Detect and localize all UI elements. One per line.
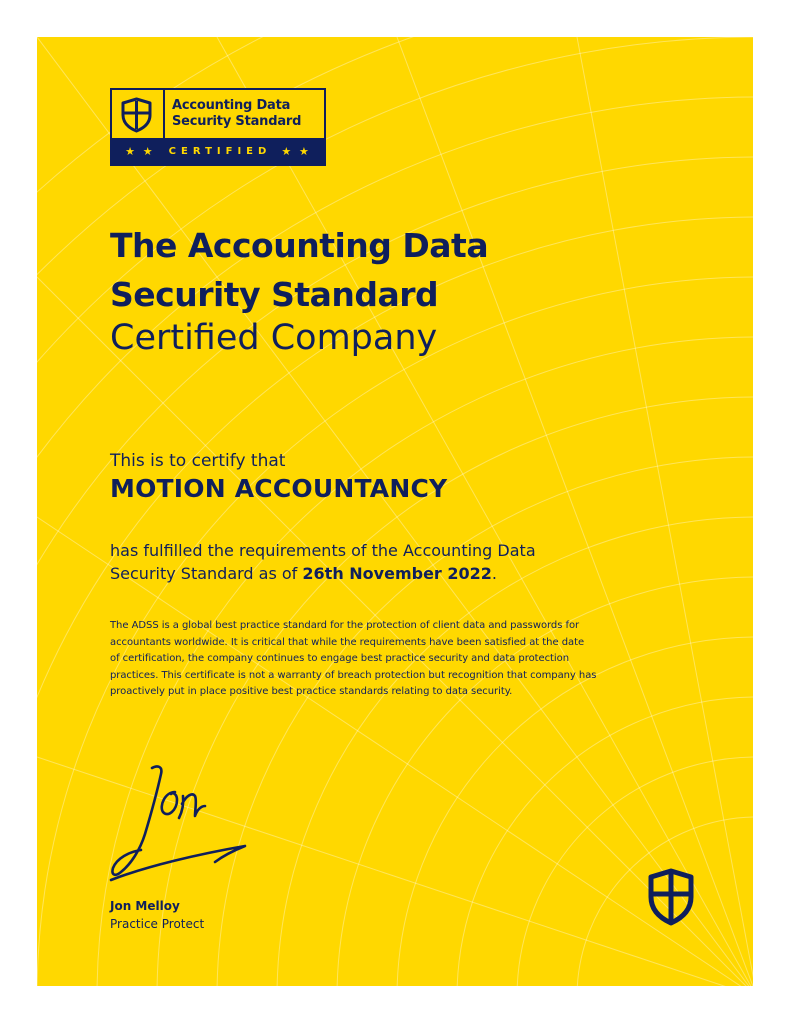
shield-icon <box>646 867 696 927</box>
stars-right: ★ ★ <box>281 144 311 158</box>
certification-date: 26th November 2022 <box>302 564 492 583</box>
title-line2: Security Standard <box>110 275 439 314</box>
badge-header <box>112 90 324 140</box>
fulfilled-suffix: . <box>491 564 498 583</box>
certify-intro: This is to certify that <box>110 451 286 471</box>
badge-certified-bar <box>112 138 324 164</box>
badge-title-line1: Accounting Data <box>172 98 291 113</box>
disclaimer-line: proactively put in place positive best practice standards relating to data security. <box>110 686 513 697</box>
stars-left: ★ ★ <box>125 144 155 158</box>
badge-divider <box>163 90 165 140</box>
disclaimer-paragraph <box>110 618 690 701</box>
signer-name: Jon Melloy <box>110 899 180 913</box>
disclaimer-line: practices. This certificate is not a warranty of breach protection but recognition that company has <box>110 669 597 681</box>
certificate-title <box>110 221 488 319</box>
certificate <box>37 37 753 986</box>
badge-title-line2: Security Standard <box>172 114 302 129</box>
fulfilled-prefix: Security Standard as of <box>110 564 303 583</box>
title-line1: The Accounting Data <box>110 226 489 265</box>
company-name: MOTION ACCOUNTANCY <box>110 474 448 503</box>
signer-organization: Practice Protect <box>110 917 205 931</box>
certificate-subtitle: Certified Company <box>110 318 438 358</box>
certification-badge <box>110 88 326 166</box>
disclaimer-line: of certification, the company continues to engage best practice security and data protection <box>110 653 570 664</box>
fulfilled-line2 <box>110 562 536 585</box>
disclaimer-line: The ADSS is a global best practice standard for the protection of client data and passwords for <box>110 620 580 631</box>
fulfilled-statement <box>110 539 536 585</box>
badge-title <box>172 98 301 130</box>
signature-image <box>107 762 257 887</box>
fulfilled-line1: has fulfilled the requirements of the Accounting Data <box>110 541 536 560</box>
disclaimer-line: accountants worldwide. It is critical that while the requirements have been satisfied at the date <box>110 636 585 648</box>
certified-label: CERTIFIED <box>168 145 272 157</box>
shield-icon <box>120 97 153 133</box>
